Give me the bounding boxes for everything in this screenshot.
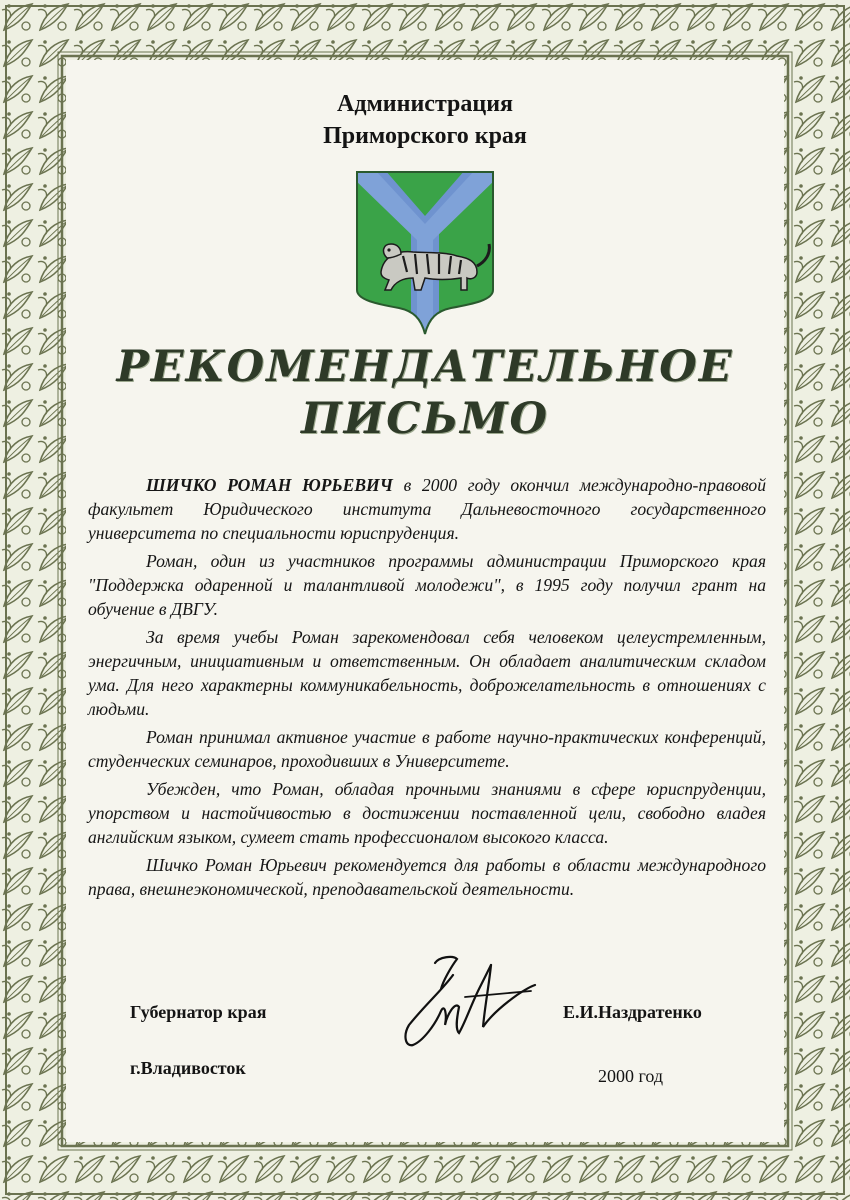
handwritten-signature [395, 945, 545, 1065]
place-of-issue: г.Владивосток [130, 1058, 246, 1078]
signer-position: Губернатор края [130, 1002, 267, 1022]
paragraph-4: Роман принимал активное участие в работе научно-практических конференций, студенческих семинаров, проходивших в Университете. [88, 727, 766, 771]
document-title-line-1: РЕКОМЕНДАТЕЛЬНОЕ [116, 342, 734, 392]
signer-name: Е.И.Наздратенко [563, 1002, 702, 1022]
issuer-line-1: Администрация [336, 91, 514, 117]
document-title-line-2: ПИСЬМО [300, 394, 550, 444]
paragraph-6: Шичко Роман Юрьевич рекомендуется для работы в области международного права, внешнеэкономической, преподавательской деятельности. [88, 855, 766, 899]
issue-date: 2000 год [598, 1066, 664, 1086]
issuer-line-2: Приморского края [323, 123, 527, 149]
letter-body [88, 473, 766, 905]
paragraph-3: За время учебы Роман зарекомендовал себя человеком целеустремленным, энергичным, инициативным и ответственным. Он обладает аналитическим складом ума. Для него характерны коммуникабельность, доброжелательность в отношениях с людьми. [88, 627, 766, 719]
recipient-name: ШИЧКО РОМАН ЮРЬЕВИЧ [146, 475, 393, 495]
paragraph-1 [88, 473, 766, 545]
issuer-header [0, 88, 850, 152]
primorsky-coat-of-arms-icon [355, 170, 495, 336]
paragraph-1-text: в 2000 году окончил международно-правовой факультет Юридического института Дальневосточного государственного университета по специальности юриспруденция. [88, 475, 766, 543]
paragraph-5: Убежден, что Роман, обладая прочными знаниями в сфере юриспруденции, упорством и настойчивостью в достижении поставленной цели, свободно владея английским языком, сумеет стать профессионалом высокого класса. [88, 779, 766, 847]
paragraph-2: Роман, один из участников программы администрации Приморского края "Поддержка одаренной и талантливой молодежи", в 1995 году получил грант на обучение в ДВГУ. [88, 551, 766, 619]
